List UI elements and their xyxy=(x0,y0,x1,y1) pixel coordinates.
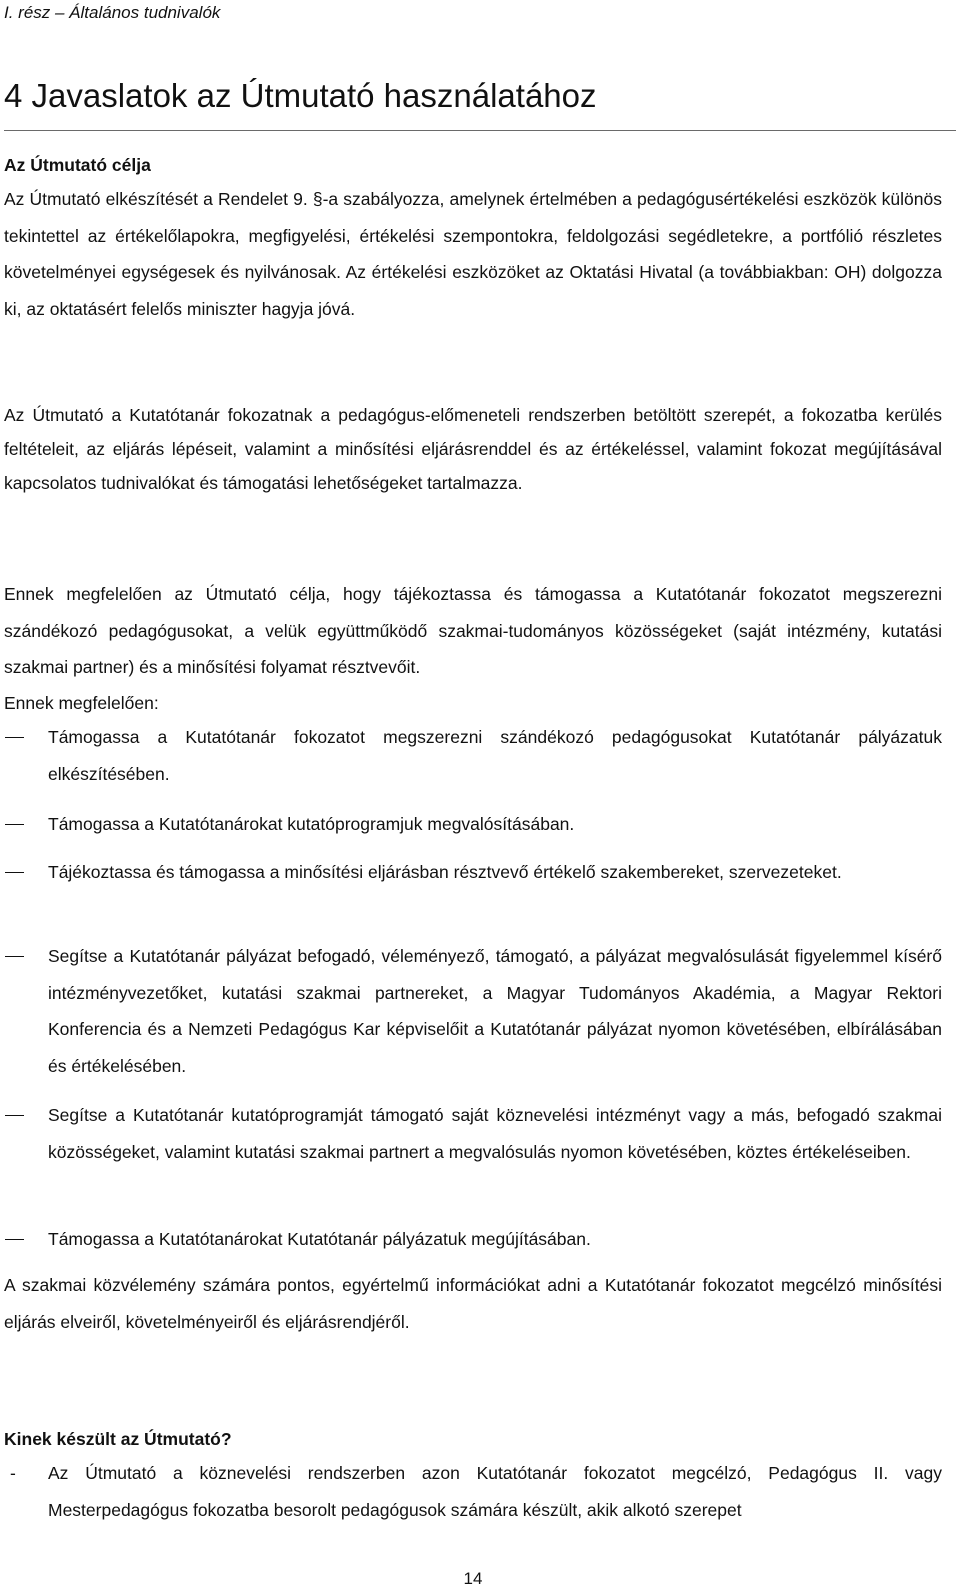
dash-bullet-icon xyxy=(5,1221,27,1257)
dash-bullet-icon xyxy=(5,806,27,842)
list-item xyxy=(0,854,942,891)
section-title-audience: Kinek készült az Útmutató? xyxy=(4,1429,232,1449)
running-header: I. rész – Általános tudnivalók xyxy=(4,3,221,22)
page-number: 14 xyxy=(463,1569,483,1588)
list-item-text: Az Útmutató a köznevelési rendszerben azon Kutatótanár fokozatot megcélzó, Pedagógus II. vagy Mesterpedagógus fokozatba besorolt pedagógusok számára készült, akik alkotó szerepet xyxy=(48,1463,942,1520)
list-item xyxy=(0,1455,942,1528)
chapter-title: 4 Javaslatok az Útmutató használatához xyxy=(4,74,956,131)
list-item-text: Támogassa a Kutatótanárokat Kutatótanár pályázatuk megújításában. xyxy=(48,1229,591,1249)
list-lead-in: Ennek megfelelően: xyxy=(4,693,159,713)
paragraph-guide-scope: Az Útmutató a Kutatótanár fokozatnak a pedagógus-előmeneteli rendszerben betöltött szerepét, a fokozatba kerülés feltételeit, az eljárás lépéseit, valamint a minősítési eljárásrenddel és az értékeléssel, valamint fokozat megújításával kapcsolatos tudnivalókat és támogatási lehetőségeket tartalmazza. xyxy=(4,405,942,493)
list-item xyxy=(0,806,942,843)
list-item xyxy=(0,938,942,1084)
paragraph-public-info: A szakmai közvélemény számára pontos, egyértelmű információkat adni a Kutatótanár fokozatot megcélzó minősítési eljárás elveiről, követelményeiről és eljárásrendjéről. xyxy=(4,1275,942,1332)
paragraph-regulation: Az Útmutató elkészítését a Rendelet 9. §-a szabályozza, amelynek értelmében a pedagógusértékelési eszközök különös tekintettel az értékelőlapokra, megfigyelési, értékelési szempontokra, feldolgozási segédletekre, a portfólió részletes követelményei egységesek és nyilvánosak. Az értékelési eszközöket az Oktatási Hivatal (a továbbiakban: OH) dolgozza ki, az oktatásért felelős miniszter hagyja jóvá. xyxy=(4,189,942,319)
section-title-purpose: Az Útmutató célja xyxy=(4,155,151,175)
list-item-text: Tájékoztassa és támogassa a minősítési eljárásban résztvevő értékelő szakembereket, szervezeteket. xyxy=(48,862,842,882)
dash-bullet-icon xyxy=(5,1097,27,1133)
list-item-text: Támogassa a Kutatótanárokat kutatóprogramjuk megvalósításában. xyxy=(48,814,575,834)
hyphen-bullet-icon: - xyxy=(10,1463,16,1483)
list-item xyxy=(0,1221,942,1258)
dash-bullet-icon xyxy=(5,719,27,755)
dash-bullet-icon xyxy=(5,854,27,890)
paragraph-guide-goal: Ennek megfelelően az Útmutató célja, hogy tájékoztassa és támogassa a Kutatótanár fokozatot megszerezni szándékozó pedagógusokat, a velük együttműködő szakmai-tudományos közösségeket (saját intézmény, kutatási szakmai partner) és a minősítési folyamat résztvevőit. xyxy=(4,584,942,677)
list-item-text: Segítse a Kutatótanár kutatóprogramját támogató saját köznevelési intézményt vagy a más, befogadó szakmai közösségeket, valamint kutatási szakmai partnert a megvalósulás nyomon követésében, köztes értékeléseiben. xyxy=(48,1105,942,1162)
dash-bullet-icon xyxy=(5,938,27,974)
list-item-text: Támogassa a Kutatótanár fokozatot megszerezni szándékozó pedagógusokat Kutatótanár pályázatuk elkészítésében. xyxy=(48,727,942,784)
list-item xyxy=(0,1097,942,1170)
list-item xyxy=(0,719,942,792)
list-item-text: Segítse a Kutatótanár pályázat befogadó, véleményező, támogató, a pályázat megvalósulását figyelemmel kísérő intézményvezetőket, kutatási szakmai partnereket, a Magyar Tudományos Akadémia, a Magyar Rektori Konferencia és a Nemzeti Pedagógus Kar képviselőit a Kutatótanár pályázat nyomon követésében, elbírálásában és értékelésében. xyxy=(48,946,942,1076)
